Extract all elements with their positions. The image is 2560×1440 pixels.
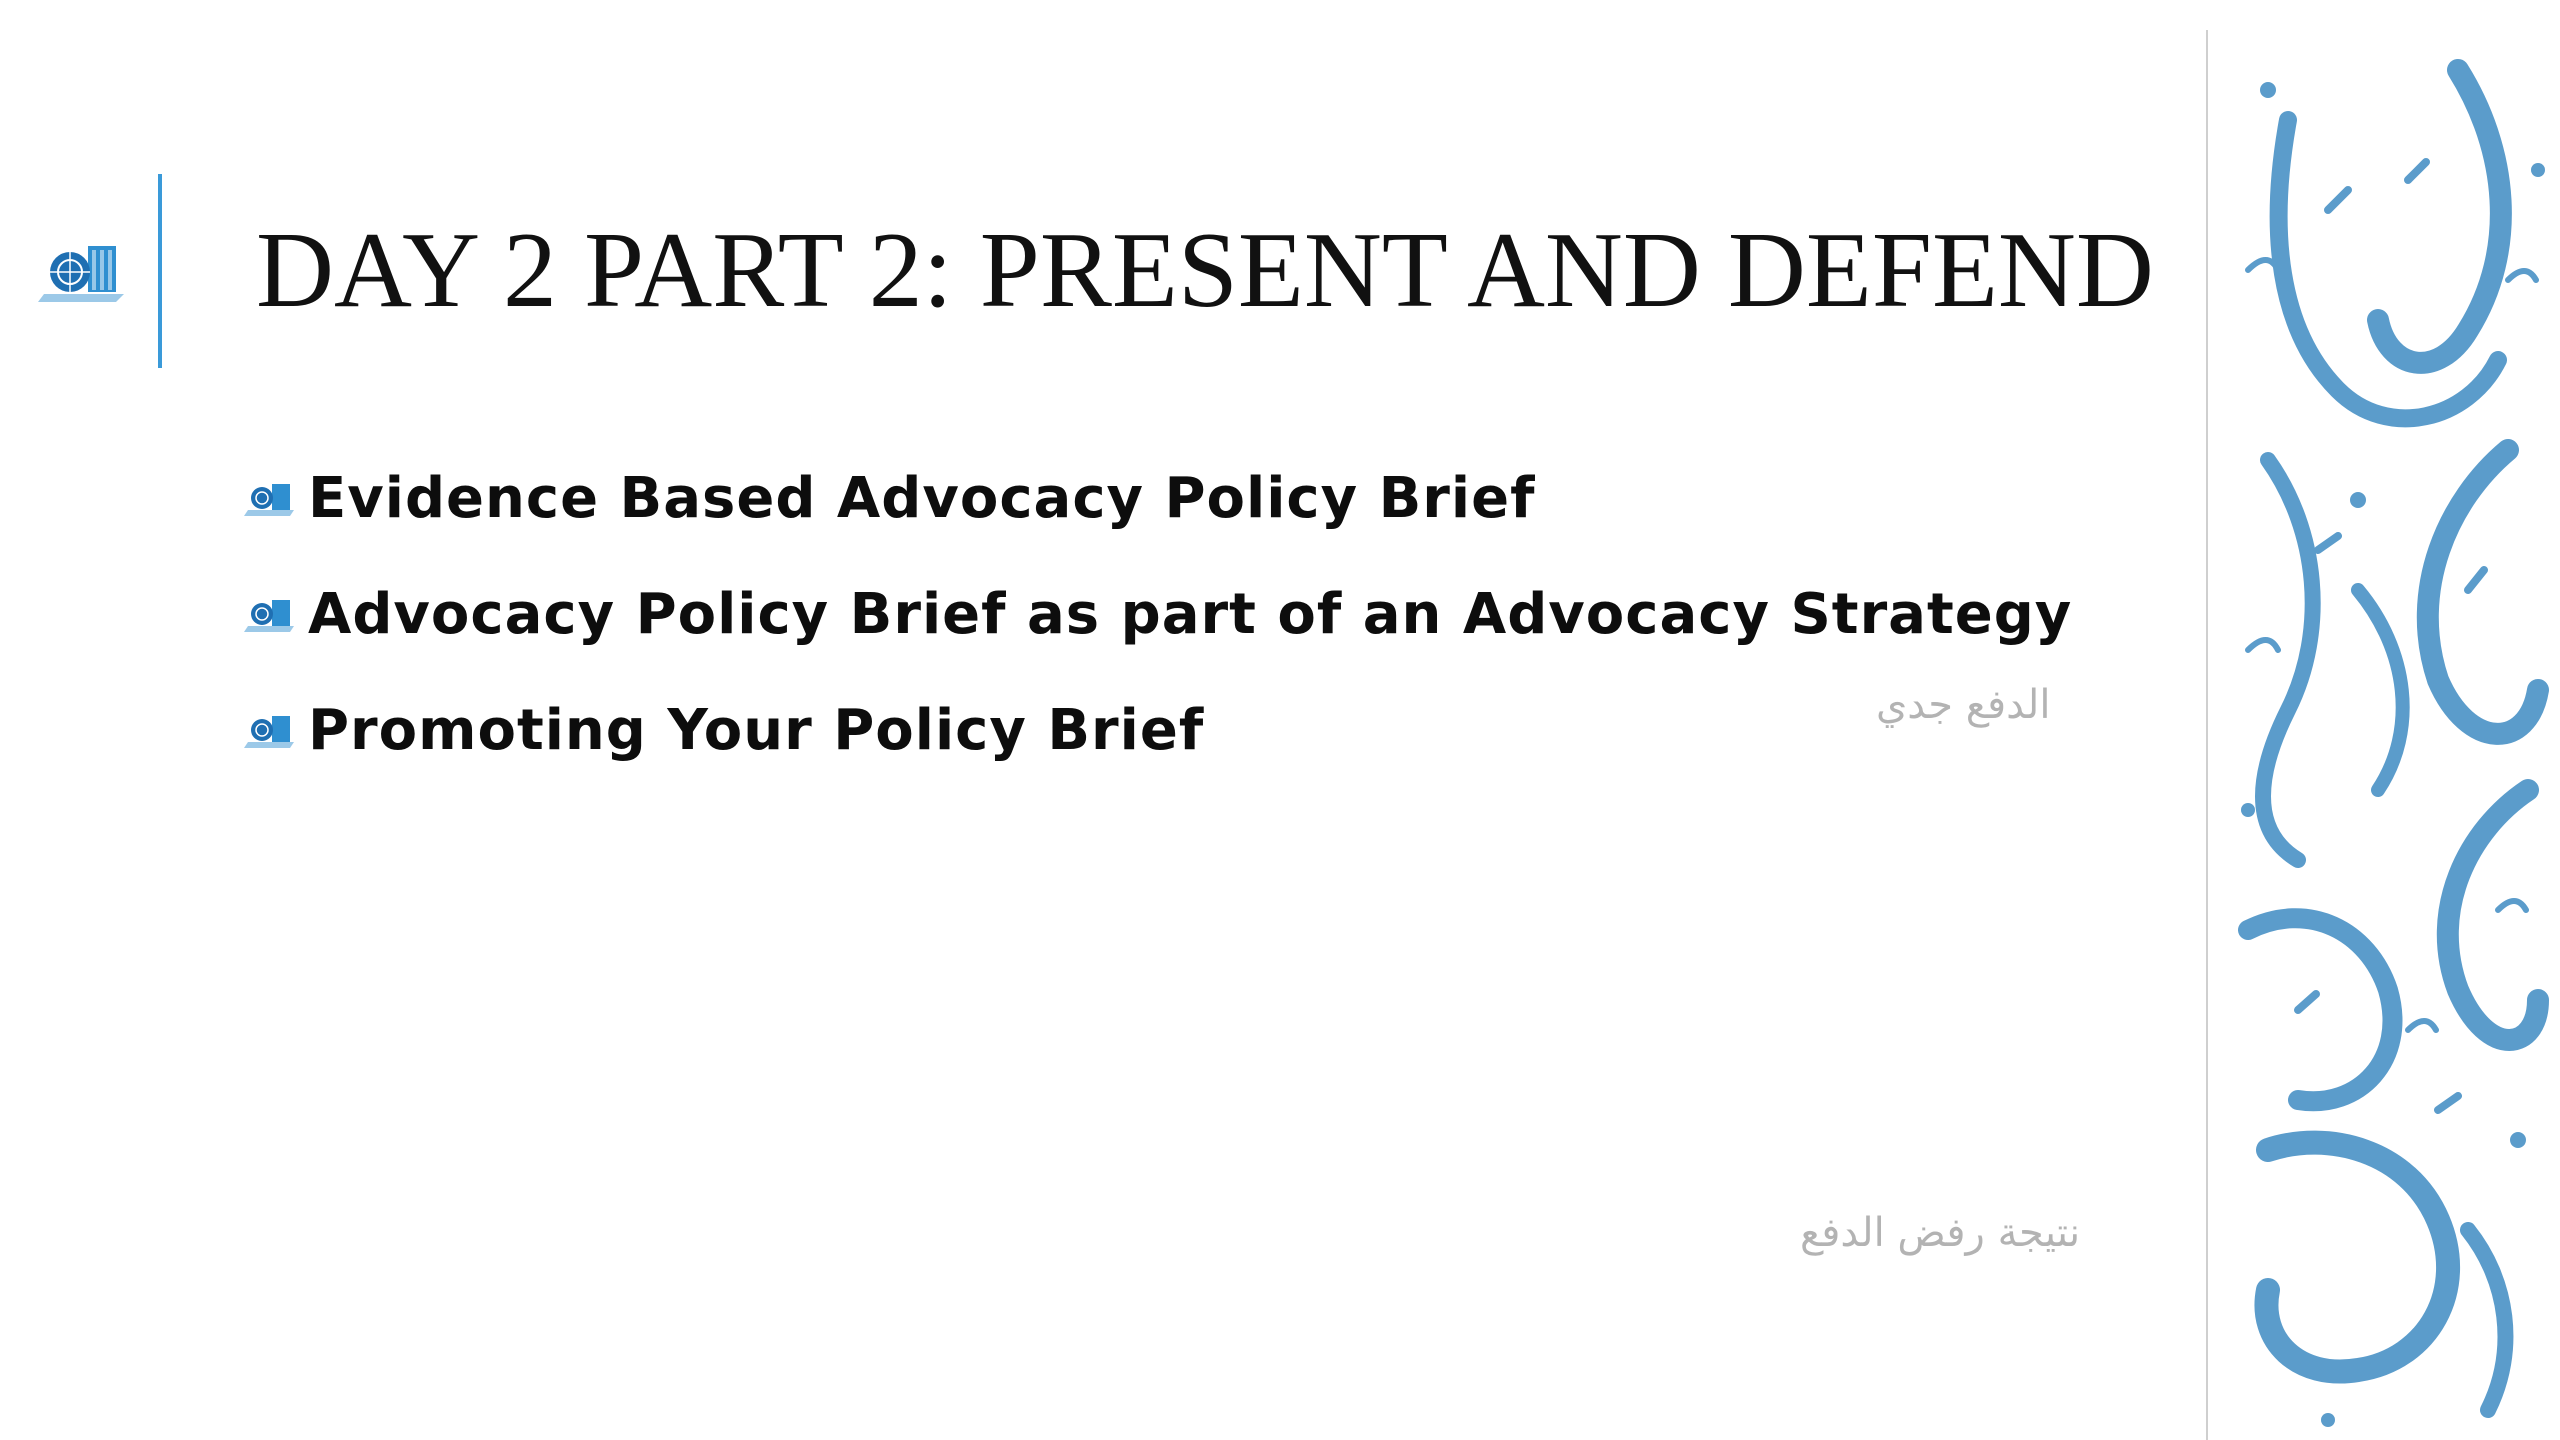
university-logo-icon	[36, 236, 132, 308]
bullet-text: Evidence Based Advocacy Policy Brief	[308, 465, 1536, 531]
bullet-item	[244, 440, 2072, 556]
note-text: نتيجة رفض الدفع	[1800, 1210, 2081, 1256]
logo-bullet-icon	[244, 594, 296, 634]
bullet-text: Advocacy Policy Brief as part of an Advocacy Strategy	[308, 581, 2073, 647]
logo-bullet-icon	[244, 478, 296, 518]
calligraphy-panel	[2206, 30, 2560, 1440]
logo-bullet-icon	[244, 710, 296, 750]
bullet-item	[244, 672, 2072, 788]
slide-title: DAY 2 PART 2: PRESENT AND DEFEND	[256, 211, 2154, 330]
bullet-text: Promoting Your Policy Brief	[308, 697, 1205, 763]
title-divider	[158, 174, 162, 368]
arabic-calligraphy-icon	[2208, 30, 2560, 1440]
note-text: الدفع جدي	[1876, 682, 2051, 728]
bullet-list	[244, 440, 2072, 788]
bullet-item	[244, 556, 2072, 672]
